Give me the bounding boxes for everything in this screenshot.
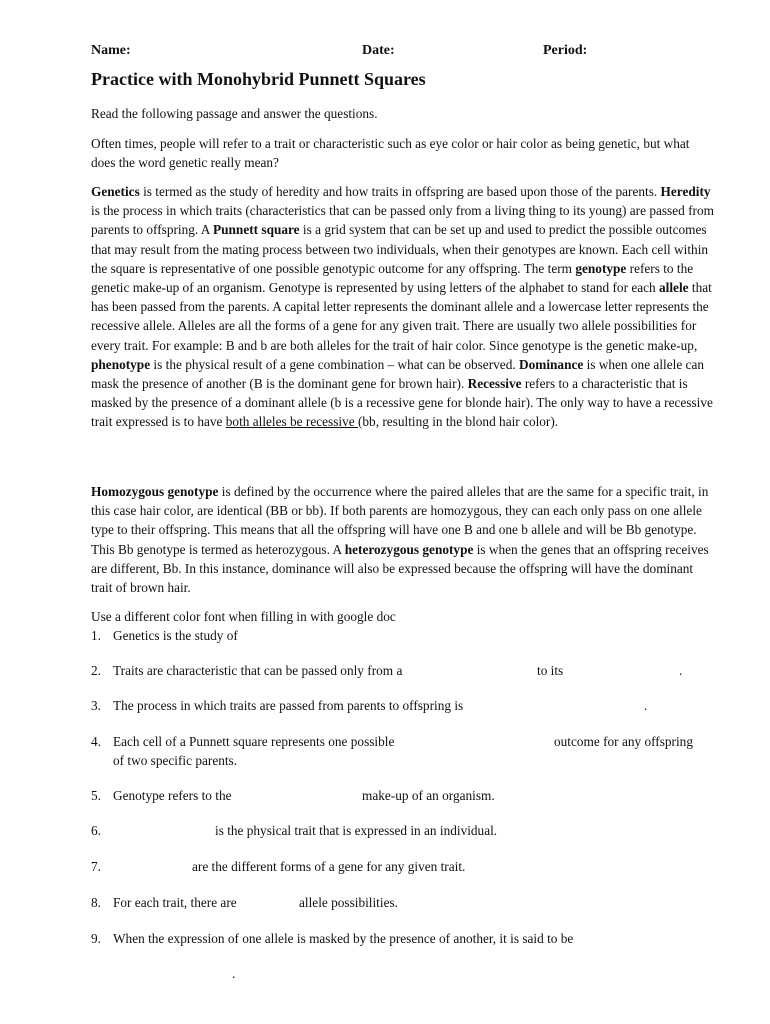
question-number: 3. bbox=[91, 698, 101, 713]
question-text-end: . bbox=[644, 698, 648, 713]
question-number: 6. bbox=[91, 823, 101, 838]
question-text-line2: of two specific parents. bbox=[113, 753, 238, 768]
passage1-text-6: is the physical result of a gene combination – what can be observed. bbox=[150, 356, 519, 372]
question-number: 2. bbox=[91, 663, 101, 678]
passage2-text-1: is defined by the occurrence where the paired alleles that are the same for a specific trait, in this case hair color, are identical (BB or bb). If both parents are homozygous, they can each only pass on one allele type to their offspring. This means that all the offspring will have one B and one b allele and will be Bb genotype. This Bb genotype is termed as heterozygous. A bbox=[91, 484, 709, 557]
question-text-end: . bbox=[232, 966, 236, 981]
question-text: Genetics is the study of bbox=[113, 628, 238, 643]
question-number: 9. bbox=[91, 931, 101, 946]
intro-paragraph bbox=[91, 134, 716, 172]
passage1-text-5: that has been passed from the parents. A capital letter represents the dominant allele and a lowercase letter represents the recessive allele. Alleles are all the forms of a gene for any given trait. There are usually two allele possibilities for every trait. For example: B and b are both alleles for the trait of hair color. Since genotype is the genetic make-up, bbox=[91, 280, 712, 353]
question-text: For each trait, there are bbox=[113, 895, 237, 910]
term-heredity: Heredity bbox=[660, 184, 711, 199]
question-text: Traits are characteristic that can be passed only from a bbox=[113, 663, 403, 678]
question-number: 1. bbox=[91, 628, 101, 643]
passage1-text-8: refers to a characteristic that is masked by the presence of a dominant allele (b is a recessive gene for blonde hair). The only way to have a recessive trait expressed is to have bbox=[91, 376, 713, 430]
intro-text: Often times, people will refer to a trait or characteristic such as eye color or hair color as being genetic, but what does the word genetic really mean? bbox=[91, 136, 690, 171]
question-text-part: make-up of an organism. bbox=[362, 788, 495, 803]
question-text-part: outcome for any offspring bbox=[554, 734, 693, 749]
passage1-text-4: refers to the genetic make-up of an organism. Genotype is represented by using letters of the alphabet to stand for each bbox=[91, 260, 694, 296]
term-allele: allele bbox=[659, 280, 689, 296]
term-punnett-square: Punnett square bbox=[213, 222, 300, 238]
question-text: Each cell of a Punnett square represents one possible bbox=[113, 734, 395, 749]
page-title: Practice with Monohybrid Punnett Squares bbox=[91, 69, 426, 89]
term-dominance: Dominance bbox=[519, 356, 584, 372]
question-text-part: to its bbox=[537, 663, 564, 678]
passage-paragraph-1 bbox=[91, 182, 716, 432]
name-label: Name: bbox=[91, 43, 131, 58]
term-recessive: Recessive bbox=[467, 376, 522, 392]
term-phenotype: phenotype bbox=[91, 356, 151, 372]
question-number: 7. bbox=[91, 859, 101, 874]
underlined-phrase: both alleles be recessive bbox=[225, 414, 358, 430]
question-number: 4. bbox=[91, 734, 101, 749]
passage1-text-3: is a grid system that can be set up and used to predict the possible outcomes that may result from the mating process between two individuals, when their genotypes are known. Each cell within the square is representative of one possible genotypic outcome for any offspring. The term bbox=[91, 222, 709, 276]
passage1-text-9: (bb, resulting in the blond hair color). bbox=[357, 414, 559, 430]
passage-paragraph-2 bbox=[91, 482, 716, 597]
passage1-text-1: is termed as the study of heredity and how traits in offspring are based upon those of the parents. bbox=[139, 184, 661, 199]
question-text-part: allele possibilities. bbox=[299, 895, 398, 910]
question-number: 5. bbox=[91, 788, 101, 803]
date-label: Date: bbox=[362, 43, 395, 58]
question-text: are the different forms of a gene for any given trait. bbox=[192, 859, 466, 874]
passage1-text-7: is when one allele can mask the presence of another (B is the dominant gene for brown hair). bbox=[91, 356, 704, 392]
question-text-end: . bbox=[679, 663, 683, 678]
passage1-text-2: is the process in which traits (characteristics that can be passed only from a living thing to its young) are passed from parents to offspring. A bbox=[91, 203, 714, 238]
instructions: Read the following passage and answer the questions. bbox=[91, 106, 378, 121]
question-text: The process in which traits are passed from parents to offspring is bbox=[113, 698, 464, 713]
question-number: 8. bbox=[91, 895, 101, 910]
fill-in-note: Use a different color font when filling in with google doc bbox=[91, 609, 396, 624]
term-genetics: Genetics bbox=[91, 184, 140, 199]
term-heterozygous-genotype: heterozygous genotype bbox=[344, 541, 474, 557]
question-text: When the expression of one allele is masked by the presence of another, it is said to be bbox=[113, 931, 574, 946]
period-label: Period: bbox=[543, 43, 588, 58]
question-text: is the physical trait that is expressed in an individual. bbox=[215, 823, 498, 838]
term-genotype: genotype bbox=[575, 260, 627, 276]
term-homozygous-genotype: Homozygous genotype bbox=[91, 484, 219, 499]
question-text: Genotype refers to the bbox=[113, 788, 232, 803]
passage2-text-2: is when the genes that an offspring receives are different, Bb. In this instance, dominance will also be expressed because the offspring will have the dominant trait of brown hair. bbox=[91, 541, 709, 596]
